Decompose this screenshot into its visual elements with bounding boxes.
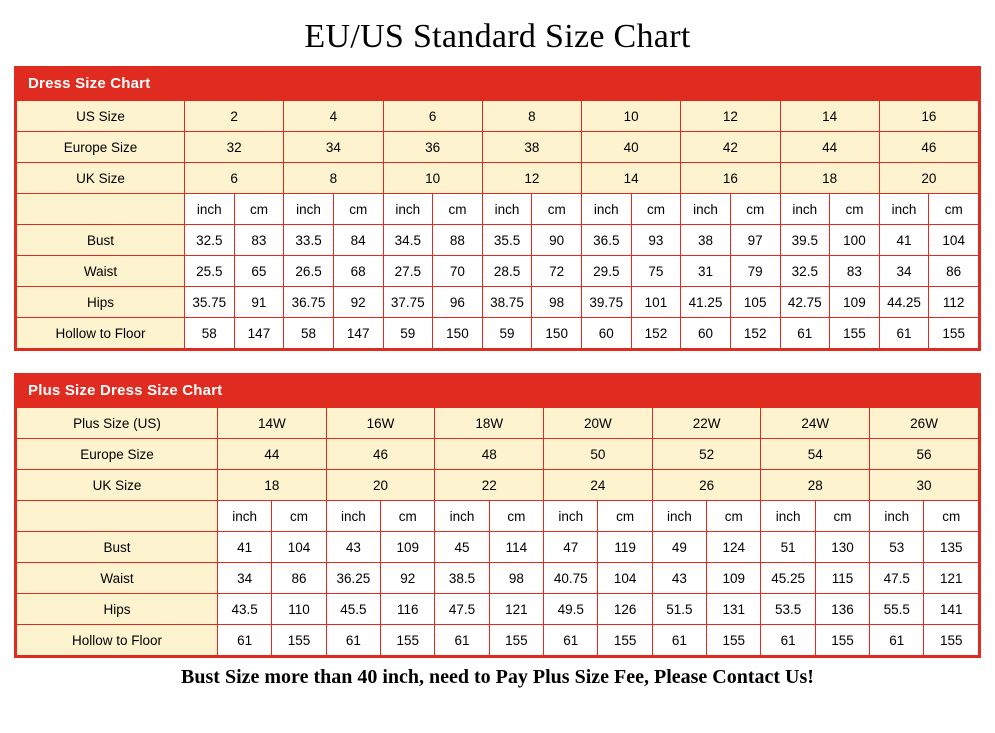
cell-plus-hollow-inch-1: 61 (326, 625, 380, 656)
cell-uk-size-5: 16 (681, 163, 780, 194)
cell-plus-europe-6: 56 (870, 439, 979, 470)
cell-us-size-6: 14 (780, 101, 879, 132)
table-row (17, 225, 979, 256)
cell-hips-inch-3: 38.75 (482, 287, 532, 318)
table-row (17, 318, 979, 349)
row-label-plus-hollow-to-floor: Hollow to Floor (17, 625, 218, 656)
cell-plus-hips-cm-6: 141 (924, 594, 979, 625)
cell-plus-hollow-inch-3: 61 (544, 625, 598, 656)
table-row (17, 594, 979, 625)
row-label-plus-europe-size: Europe Size (17, 439, 218, 470)
cell-bust-inch-6: 39.5 (780, 225, 830, 256)
cell-plus-uk-2: 22 (435, 470, 544, 501)
cell-plus-uk-0: 18 (218, 470, 327, 501)
cell-plus-bust-cm-3: 119 (598, 532, 652, 563)
cell-hollow-inch-4: 60 (582, 318, 632, 349)
cell-waist-inch-2: 27.5 (383, 256, 433, 287)
cell-plus-hips-inch-5: 53.5 (761, 594, 815, 625)
cell-plus-hips-cm-0: 110 (272, 594, 326, 625)
cell-us-size-1: 4 (284, 101, 383, 132)
cell-europe-size-4: 40 (582, 132, 681, 163)
cell-plus-hips-cm-2: 121 (489, 594, 543, 625)
cell-bust-cm-5: 97 (730, 225, 780, 256)
cell-plus-uk-5: 28 (761, 470, 870, 501)
unit-cm-1: cm (333, 194, 383, 225)
cell-europe-size-3: 38 (482, 132, 581, 163)
cell-plus-size-6: 26W (870, 408, 979, 439)
cell-plus-bust-cm-0: 104 (272, 532, 326, 563)
unit-cm-7: cm (929, 194, 979, 225)
table-row (17, 625, 979, 656)
cell-plus-hips-cm-5: 136 (815, 594, 869, 625)
cell-plus-hips-cm-3: 126 (598, 594, 652, 625)
cell-uk-size-0: 6 (185, 163, 284, 194)
cell-plus-hips-inch-2: 47.5 (435, 594, 489, 625)
cell-plus-europe-3: 50 (544, 439, 653, 470)
unit-inch-3: inch (482, 194, 532, 225)
footer-note: Bust Size more than 40 inch, need to Pay Plus Size Fee, Please Contact Us! (181, 666, 814, 688)
cell-plus-hollow-inch-0: 61 (218, 625, 272, 656)
cell-plus-waist-inch-5: 45.25 (761, 563, 815, 594)
cell-hips-inch-5: 41.25 (681, 287, 731, 318)
cell-bust-cm-3: 90 (532, 225, 582, 256)
cell-plus-bust-inch-4: 49 (652, 532, 706, 563)
cell-plus-waist-inch-3: 40.75 (544, 563, 598, 594)
cell-plus-hollow-cm-3: 155 (598, 625, 652, 656)
cell-plus-size-5: 24W (761, 408, 870, 439)
table-row (17, 256, 979, 287)
row-label-plus-hips: Hips (17, 594, 218, 625)
cell-hollow-inch-2: 59 (383, 318, 433, 349)
cell-hips-inch-6: 42.75 (780, 287, 830, 318)
table-row-units (17, 194, 979, 225)
cell-waist-inch-4: 29.5 (582, 256, 632, 287)
plus-size-table (16, 407, 979, 656)
page-title: EU/US Standard Size Chart (304, 18, 691, 55)
cell-plus-waist-inch-4: 43 (652, 563, 706, 594)
dress-size-chart-header: Dress Size Chart (16, 68, 979, 100)
cell-europe-size-6: 44 (780, 132, 879, 163)
cell-hollow-inch-6: 61 (780, 318, 830, 349)
row-label-hips: Hips (17, 287, 185, 318)
cell-plus-hips-inch-3: 49.5 (544, 594, 598, 625)
cell-plus-size-1: 16W (326, 408, 435, 439)
cell-plus-waist-cm-6: 121 (924, 563, 979, 594)
cell-plus-hollow-inch-2: 61 (435, 625, 489, 656)
cell-hips-inch-0: 35.75 (185, 287, 235, 318)
cell-europe-size-0: 32 (185, 132, 284, 163)
cell-plus-waist-cm-2: 98 (489, 563, 543, 594)
cell-plus-uk-3: 24 (544, 470, 653, 501)
dress-size-chart (14, 66, 981, 351)
cell-hips-cm-4: 101 (631, 287, 681, 318)
row-label-plus-waist: Waist (17, 563, 218, 594)
cell-hips-cm-6: 109 (830, 287, 880, 318)
cell-plus-europe-2: 48 (435, 439, 544, 470)
cell-bust-inch-4: 36.5 (582, 225, 632, 256)
row-label-waist: Waist (17, 256, 185, 287)
unit-inch-4: inch (582, 194, 632, 225)
cell-hips-cm-7: 112 (929, 287, 979, 318)
cell-uk-size-1: 8 (284, 163, 383, 194)
plus-unit-cm-0: cm (272, 501, 326, 532)
cell-waist-inch-0: 25.5 (185, 256, 235, 287)
cell-hollow-cm-0: 147 (234, 318, 284, 349)
cell-plus-europe-4: 52 (652, 439, 761, 470)
cell-waist-cm-7: 86 (929, 256, 979, 287)
cell-hips-cm-3: 98 (532, 287, 582, 318)
cell-hollow-cm-1: 147 (333, 318, 383, 349)
row-label-plus-size-us: Plus Size (US) (17, 408, 218, 439)
row-label-hollow-to-floor: Hollow to Floor (17, 318, 185, 349)
row-label-units (17, 194, 185, 225)
unit-inch-2: inch (383, 194, 433, 225)
cell-waist-cm-6: 83 (830, 256, 880, 287)
plus-unit-inch-1: inch (326, 501, 380, 532)
cell-hips-cm-1: 92 (333, 287, 383, 318)
unit-cm-2: cm (433, 194, 483, 225)
cell-plus-hollow-inch-5: 61 (761, 625, 815, 656)
cell-plus-size-4: 22W (652, 408, 761, 439)
cell-uk-size-7: 20 (879, 163, 978, 194)
cell-plus-hips-inch-1: 45.5 (326, 594, 380, 625)
cell-us-size-0: 2 (185, 101, 284, 132)
unit-inch-5: inch (681, 194, 731, 225)
plus-unit-inch-2: inch (435, 501, 489, 532)
cell-waist-cm-1: 68 (333, 256, 383, 287)
cell-bust-inch-3: 35.5 (482, 225, 532, 256)
cell-plus-hollow-inch-6: 61 (870, 625, 924, 656)
cell-waist-inch-7: 34 (879, 256, 929, 287)
cell-plus-waist-inch-6: 47.5 (870, 563, 924, 594)
dress-size-table (16, 100, 979, 349)
plus-unit-cm-1: cm (381, 501, 435, 532)
cell-bust-cm-2: 88 (433, 225, 483, 256)
table-row (17, 132, 979, 163)
cell-hollow-inch-1: 58 (284, 318, 334, 349)
cell-plus-hollow-cm-6: 155 (924, 625, 979, 656)
cell-plus-hips-cm-1: 116 (381, 594, 435, 625)
cell-us-size-3: 8 (482, 101, 581, 132)
cell-bust-inch-7: 41 (879, 225, 929, 256)
cell-hips-cm-0: 91 (234, 287, 284, 318)
table-row (17, 101, 979, 132)
cell-plus-bust-inch-5: 51 (761, 532, 815, 563)
plus-unit-inch-6: inch (870, 501, 924, 532)
plus-unit-cm-4: cm (707, 501, 761, 532)
cell-plus-hollow-cm-2: 155 (489, 625, 543, 656)
cell-plus-uk-1: 20 (326, 470, 435, 501)
cell-plus-waist-cm-5: 115 (815, 563, 869, 594)
cell-plus-bust-cm-5: 130 (815, 532, 869, 563)
cell-plus-waist-inch-2: 38.5 (435, 563, 489, 594)
cell-us-size-2: 6 (383, 101, 482, 132)
table-row (17, 439, 979, 470)
unit-cm-3: cm (532, 194, 582, 225)
cell-plus-hollow-cm-0: 155 (272, 625, 326, 656)
row-label-europe-size: Europe Size (17, 132, 185, 163)
cell-europe-size-5: 42 (681, 132, 780, 163)
cell-plus-size-0: 14W (218, 408, 327, 439)
cell-uk-size-6: 18 (780, 163, 879, 194)
cell-plus-size-2: 18W (435, 408, 544, 439)
cell-us-size-5: 12 (681, 101, 780, 132)
cell-uk-size-2: 10 (383, 163, 482, 194)
row-label-plus-bust: Bust (17, 532, 218, 563)
cell-hips-inch-1: 36.75 (284, 287, 334, 318)
cell-hollow-cm-7: 155 (929, 318, 979, 349)
cell-plus-hollow-cm-5: 155 (815, 625, 869, 656)
unit-inch-7: inch (879, 194, 929, 225)
unit-inch-6: inch (780, 194, 830, 225)
cell-plus-waist-inch-1: 36.25 (326, 563, 380, 594)
cell-plus-europe-0: 44 (218, 439, 327, 470)
cell-waist-inch-6: 32.5 (780, 256, 830, 287)
cell-plus-europe-1: 46 (326, 439, 435, 470)
cell-plus-hollow-cm-4: 155 (707, 625, 761, 656)
cell-plus-hips-inch-4: 51.5 (652, 594, 706, 625)
table-row (17, 563, 979, 594)
table-row (17, 408, 979, 439)
row-label-uk-size: UK Size (17, 163, 185, 194)
cell-waist-inch-3: 28.5 (482, 256, 532, 287)
cell-plus-size-3: 20W (544, 408, 653, 439)
cell-plus-waist-cm-3: 104 (598, 563, 652, 594)
cell-hollow-cm-3: 150 (532, 318, 582, 349)
cell-plus-waist-inch-0: 34 (218, 563, 272, 594)
plus-unit-cm-3: cm (598, 501, 652, 532)
cell-plus-waist-cm-1: 92 (381, 563, 435, 594)
cell-plus-hips-inch-6: 55.5 (870, 594, 924, 625)
cell-plus-bust-cm-6: 135 (924, 532, 979, 563)
cell-plus-waist-cm-4: 109 (707, 563, 761, 594)
cell-bust-cm-4: 93 (631, 225, 681, 256)
table-row (17, 532, 979, 563)
cell-us-size-7: 16 (879, 101, 978, 132)
unit-inch-1: inch (284, 194, 334, 225)
cell-plus-bust-cm-2: 114 (489, 532, 543, 563)
unit-cm-6: cm (830, 194, 880, 225)
cell-uk-size-4: 14 (582, 163, 681, 194)
plus-unit-cm-2: cm (489, 501, 543, 532)
cell-hips-cm-2: 96 (433, 287, 483, 318)
unit-cm-0: cm (234, 194, 284, 225)
cell-plus-bust-inch-1: 43 (326, 532, 380, 563)
cell-hollow-cm-5: 152 (730, 318, 780, 349)
unit-cm-5: cm (730, 194, 780, 225)
cell-plus-hollow-cm-1: 155 (381, 625, 435, 656)
plus-unit-inch-5: inch (761, 501, 815, 532)
cell-plus-bust-inch-3: 47 (544, 532, 598, 563)
table-row-units (17, 501, 979, 532)
cell-bust-cm-0: 83 (234, 225, 284, 256)
unit-inch-0: inch (185, 194, 235, 225)
plus-unit-inch-0: inch (218, 501, 272, 532)
plus-unit-cm-6: cm (924, 501, 979, 532)
cell-europe-size-2: 36 (383, 132, 482, 163)
cell-uk-size-3: 12 (482, 163, 581, 194)
table-row (17, 163, 979, 194)
table-row (17, 287, 979, 318)
cell-plus-waist-cm-0: 86 (272, 563, 326, 594)
cell-bust-inch-1: 33.5 (284, 225, 334, 256)
cell-bust-inch-2: 34.5 (383, 225, 433, 256)
cell-hollow-cm-6: 155 (830, 318, 880, 349)
cell-plus-bust-inch-0: 41 (218, 532, 272, 563)
table-row (17, 470, 979, 501)
cell-hollow-inch-0: 58 (185, 318, 235, 349)
cell-plus-bust-inch-2: 45 (435, 532, 489, 563)
plus-unit-inch-3: inch (544, 501, 598, 532)
cell-waist-cm-2: 70 (433, 256, 483, 287)
cell-plus-uk-4: 26 (652, 470, 761, 501)
cell-hollow-inch-7: 61 (879, 318, 929, 349)
cell-waist-cm-0: 65 (234, 256, 284, 287)
cell-bust-cm-7: 104 (929, 225, 979, 256)
cell-hollow-cm-2: 150 (433, 318, 483, 349)
cell-hips-inch-2: 37.75 (383, 287, 433, 318)
cell-us-size-4: 10 (582, 101, 681, 132)
cell-hollow-inch-5: 60 (681, 318, 731, 349)
plus-unit-cm-5: cm (815, 501, 869, 532)
unit-cm-4: cm (631, 194, 681, 225)
cell-hollow-cm-4: 152 (631, 318, 681, 349)
cell-waist-cm-4: 75 (631, 256, 681, 287)
cell-plus-bust-inch-6: 53 (870, 532, 924, 563)
cell-bust-inch-5: 38 (681, 225, 731, 256)
cell-hips-cm-5: 105 (730, 287, 780, 318)
row-label-plus-uk-size: UK Size (17, 470, 218, 501)
cell-plus-hollow-inch-4: 61 (652, 625, 706, 656)
cell-waist-inch-1: 26.5 (284, 256, 334, 287)
row-label-bust: Bust (17, 225, 185, 256)
plus-size-chart-header: Plus Size Dress Size Chart (16, 375, 979, 407)
cell-plus-europe-5: 54 (761, 439, 870, 470)
cell-waist-inch-5: 31 (681, 256, 731, 287)
plus-unit-inch-4: inch (652, 501, 706, 532)
cell-hips-inch-7: 44.25 (879, 287, 929, 318)
cell-waist-cm-3: 72 (532, 256, 582, 287)
row-label-plus-units (17, 501, 218, 532)
cell-hollow-inch-3: 59 (482, 318, 532, 349)
cell-europe-size-1: 34 (284, 132, 383, 163)
cell-waist-cm-5: 79 (730, 256, 780, 287)
cell-europe-size-7: 46 (879, 132, 978, 163)
row-label-us-size: US Size (17, 101, 185, 132)
cell-bust-cm-6: 100 (830, 225, 880, 256)
cell-plus-bust-cm-4: 124 (707, 532, 761, 563)
plus-size-dress-chart (14, 373, 981, 658)
cell-bust-cm-1: 84 (333, 225, 383, 256)
cell-hips-inch-4: 39.75 (582, 287, 632, 318)
cell-plus-bust-cm-1: 109 (381, 532, 435, 563)
cell-plus-uk-6: 30 (870, 470, 979, 501)
cell-plus-hips-cm-4: 131 (707, 594, 761, 625)
cell-bust-inch-0: 32.5 (185, 225, 235, 256)
cell-plus-hips-inch-0: 43.5 (218, 594, 272, 625)
